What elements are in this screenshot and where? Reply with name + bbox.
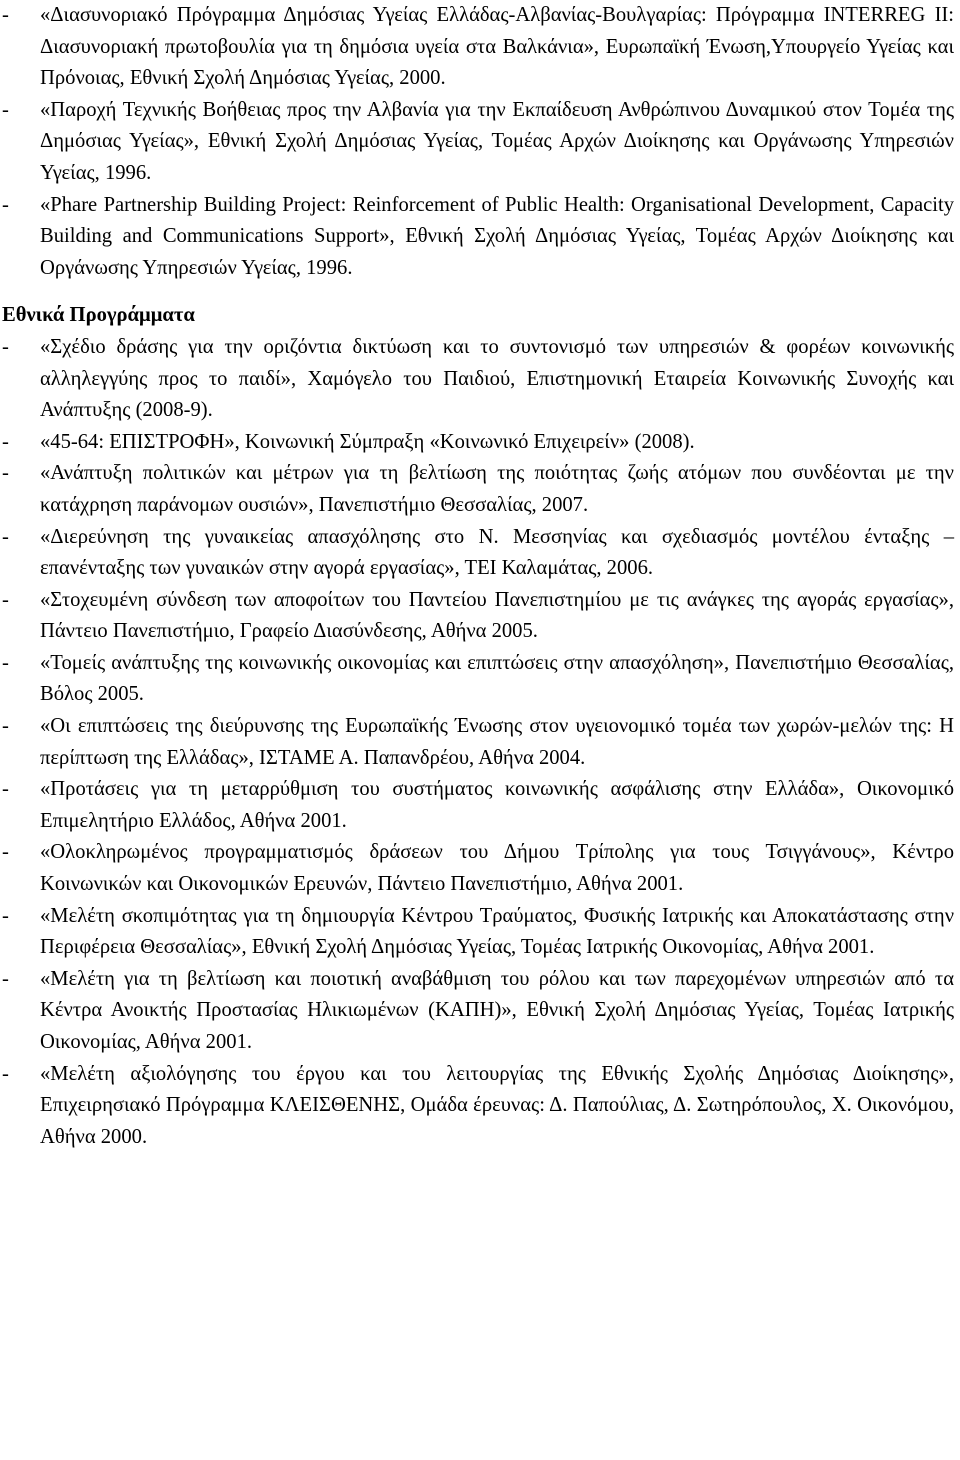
list-item-text: «Διερεύνηση της γυναικείας απασχόλησης στο Ν. Μεσσηνίας και σχεδιασμός μοντέλου ένταξης – επανένταξης των γυναικών στην αγορά εργασίας», ΤΕΙ Καλαμάτας, 2006. <box>40 525 954 580</box>
list-item-text: «Παροχή Τεχνικής Βοήθειας προς την Αλβανία για την Εκπαίδευση Ανθρώπινου Δυναμικού στον Τομέα της Δημόσιας Υγείας», Εθνική Σχολή Δημόσιας Υγείας, Τομέας Αρχών Διοίκησης και Οργάνωσης Υπηρεσιών Υγείας, 1996. <box>40 98 954 184</box>
bullet-dash: - <box>2 715 9 738</box>
list-item-text: «Προτάσεις για τη μεταρρύθμιση του συστήματος κοινωνικής ασφάλισης στην Ελλάδα», Οικονομικό Επιμελητήριο Ελλάδος, Αθήνα 2001. <box>40 778 954 832</box>
bullet-dash: - <box>2 967 9 990</box>
list-item-text: «Στοχευμένη σύνδεση των αποφοίτων του Παντείου Πανεπιστημίου με τις ανάγκες της αγοράς εργασίας», Πάντειο Πανεπιστήμιο, Γραφείο Διασύνδεσης, Αθήνα 2005. <box>40 588 954 643</box>
list-item <box>2 964 954 1059</box>
list-item-text: «Οι επιπτώσεις της διεύρυνσης της Ευρωπαϊκής Ένωσης στον υγειονομικό τομέα των χωρών-μελών της: Η περίπτωση της Ελλάδας», ΙΣΤΑΜΕ Α. Παπανδρέου, Αθήνα 2004. <box>40 715 954 769</box>
list-item <box>2 522 954 585</box>
list-item <box>2 458 954 521</box>
bullet-dash: - <box>2 430 9 453</box>
bullet-dash: - <box>2 193 9 216</box>
list-item <box>2 901 954 964</box>
list-item-text: «Ολοκληρωμένος προγραμματισμός δράσεων του Δήμου Τρίπολης για τους Τσιγγάνους», Κέντρο Κοινωνικών και Οικονομικών Ερευνών, Πάντειο Πανεπιστήμιο, Αθήνα 2001. <box>40 841 954 896</box>
list-item-text: «45-64: ΕΠΙΣΤΡΟΦΗ», Κοινωνική Σύμπραξη «Κοινωνικό Επιχειρείν» (2008). <box>40 430 695 453</box>
bullet-dash: - <box>2 335 9 358</box>
list-item <box>2 190 954 285</box>
list-item-text: «Μελέτη αξιολόγησης του έργου και του λειτουργίας της Εθνικής Σχολής Δημόσιας Διοίκησης», Επιχειρησιακό Πρόγραμμα ΚΛΕΙΣΘΕΝΗΣ, Ομάδα έρευνας: Δ. Παπούλιας, Δ. Σωτηρόπουλος, Χ. Οικονόμου, Αθήνα 2000. <box>40 1062 954 1148</box>
list-item-text: «Μελέτη σκοπιμότητας για τη δημιουργία Κέντρου Τραύματος, Φυσικής Ιατρικής και Αποκατάστασης στην Περιφέρεια Θεσσαλίας», Εθνική Σχολή Δημόσιας Υγείας, Τομέας Ιατρικής Οικονομίας, Αθήνα 2001. <box>40 904 954 959</box>
intro-programmes-list <box>2 0 954 284</box>
list-item <box>2 0 954 95</box>
section-heading-national-programmes: Εθνικά Προγράμματα <box>2 304 195 327</box>
bullet-dash: - <box>2 588 9 611</box>
list-item <box>2 427 954 459</box>
list-item-text: «Phare Partnership Building Project: Reinforcement of Public Health: Organisational Development, Capacity Building and Communications Support», Εθνική Σχολή Δημόσιας Υγείας, Τομέας Αρχών Διοίκησης και Οργάνωσης Υπηρεσιών Υγείας, 1996. <box>40 193 954 279</box>
list-item <box>2 711 954 774</box>
bullet-dash: - <box>2 841 9 864</box>
bullet-dash: - <box>2 462 9 485</box>
bullet-dash: - <box>2 778 9 801</box>
national-programmes-list <box>2 332 954 1153</box>
list-item-text: «Ανάπτυξη πολιτικών και μέτρων για τη βελτίωση της ποιότητας ζωής ατόμων που συνδέονται με την κατάχρηση παράνομων ουσιών», Πανεπιστήμιο Θεσσαλίας, 2007. <box>40 462 954 516</box>
list-item <box>2 95 954 190</box>
list-item-text: «Μελέτη για τη βελτίωση και ποιοτική αναβάθμιση του ρόλου και των παρεχομένων υπηρεσιών από τα Κέντρα Ανοικτής Προστασίας Ηλικιωμένων (ΚΑΠΗ)», Εθνική Σχολή Δημόσιας Υγείας, Τομέας Ιατρικής Οικονομίας, Αθήνα 2001. <box>40 967 954 1053</box>
list-item-text: «Διασυνοριακό Πρόγραμμα Δημόσιας Υγείας Ελλάδας-Αλβανίας-Βουλγαρίας: Πρόγραμμα INTERREG II: Διασυνοριακή πρωτοβουλία για τη δημόσια υγεία στα Βαλκάνια», Ευρωπαϊκή Ένωση,Υπουργείο Υγείας και Πρόνοιας, Εθνική Σχολή Δημόσιας Υγείας, 2000. <box>40 4 954 90</box>
bullet-dash: - <box>2 904 9 927</box>
bullet-dash: - <box>2 1062 9 1085</box>
bullet-dash: - <box>2 525 9 548</box>
bullet-dash: - <box>2 98 9 121</box>
list-item <box>2 774 954 837</box>
bullet-dash: - <box>2 4 9 26</box>
list-item <box>2 332 954 427</box>
bullet-dash: - <box>2 651 9 674</box>
list-item <box>2 1059 954 1154</box>
list-item-text: «Σχέδιο δράσης για την οριζόντια δικτύωση και το συντονισμό των υπηρεσιών & φορέων κοινωνικής αλληλεγγύης προς το παιδί», Χαμόγελο του Παιδιού, Επιστημονική Εταιρεία Κοινωνικής Συνοχής και Ανάπτυξης (2008-9). <box>40 335 954 422</box>
list-item-text: «Τομείς ανάπτυξης της κοινωνικής οικονομίας και επιπτώσεις στην απασχόληση», Πανεπιστήμιο Θεσσαλίας, Βόλος 2005. <box>40 651 954 706</box>
list-item <box>2 585 954 648</box>
list-item <box>2 837 954 900</box>
list-item <box>2 648 954 711</box>
